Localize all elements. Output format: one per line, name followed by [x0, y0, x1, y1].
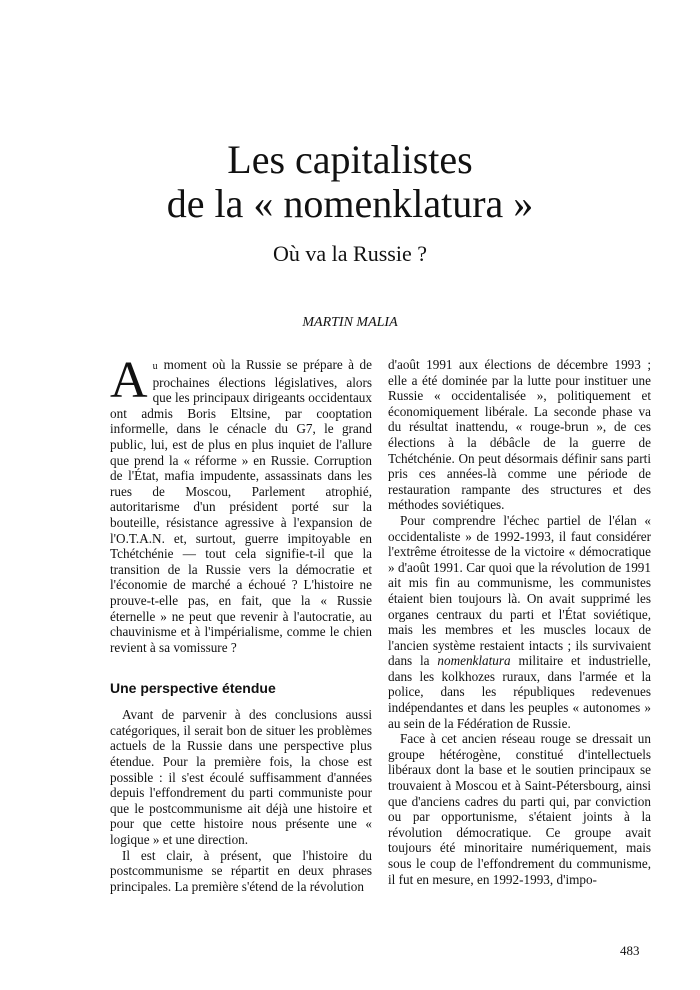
italic-term: nomenklatura	[437, 653, 511, 669]
author-name: MARTIN MALIA	[302, 315, 398, 330]
body-paragraph: Face à cet ancien réseau rouge se dressait un groupe hétérogène, constitué d'intellectuels libéraux dont la base et le soutien principaux se trouvaient à Moscou et à Saint-Pétersbourg, ainsi que d'anciens cadres du parti qui, par conviction ou par opportunisme, s'étaient joints à la révolution démocratique. Ce groupe avait toujours été minoritaire numériquement, mais sous le coup de l'effondrement du communisme, il fut en mesure, en 1992-1993, d'impo-	[388, 731, 651, 887]
left-column	[110, 352, 372, 894]
section-heading: Une perspective étendue	[110, 680, 276, 697]
paragraph-text: militaire et industrielle, dans les kolkhozes ruraux, dans l'armée et la police, dans les républiques redevenues indépendantes et dans les peuples « autonomes » au sein de la Fédération de Russie.	[388, 653, 651, 731]
body-paragraph	[388, 513, 651, 731]
paragraph-text: Pour comprendre l'échec partiel de l'élan « occidentaliste » de 1992-1993, il faut considérer l'extrême étroitesse de la victoire « démocratique » d'août 1991. Car quoi que la révolution de 1991 ait mis fin au communisme, les communistes étaient bien toujours là. On avait supprimé les organes centraux du parti et l'État soviétique, mais les membres et les muscles locaux de l'ancien système restaient intacts ; ils survivaient dans la	[388, 512, 651, 669]
intro-smallcaps: u	[152, 361, 159, 372]
page-number: 483	[620, 943, 640, 958]
article-title-line2: de la « nomenklatura »	[166, 181, 534, 226]
body-paragraph: d'août 1991 aux élections de décembre 1993 ; elle a été dominée par la lutte pour instituer une Russie « occidentalisée », politiquement et économiquement libérale. La seconde phase va du résultat inattendu, « rouge-brun », de ces élections à la débâcle de la guerre de Tchétchénie. On peut désormais définir sans parti pris ces années-là comme une période de restauration rampante des structures et des méthodes soviétiques.	[388, 357, 651, 513]
intro-text: moment où la Russie se prépare à de prochaines élections législatives, alors que les principaux dirigeants occidentaux ont admis Boris Eltsine, par cooptation informelle, dans le cénacle du G7, le grand public, lui, est de plus en plus inquiet de l'allure que prend la « réforme » en Russie. Corruption de l'État, mafia impudente, assassinats dans les rues de Moscou, Parlement atrophié, autoritarisme d'un président porté sur la bouteille, résistance agressive à l'expansion de l'O.T.A.N. et, surtout, guerre impitoyable en Tchétchénie — tout cela signifie-t-il que la transition de la Russie vers la démocratie et l'économie de marché a échoué ? L'histoire ne prouve-t-elle pas, en fait, que la « Russie éternelle » ne peut que revenir à l'autocratie, au chauvinisme et à l'impérialisme, comme le chien revient à sa vomissure ?	[110, 357, 372, 655]
right-column	[388, 357, 651, 887]
article-title-line1: Les capitalistes	[227, 137, 473, 182]
article-subtitle: Où va la Russie ?	[273, 241, 427, 266]
drop-cap: A	[110, 352, 148, 409]
body-paragraph: Avant de parvenir à des conclusions aussi catégoriques, il serait bon de situer les problèmes actuels de la Russie dans une perspective plus étendue. Pour la première fois, la chose est possible : il s'est écoulé suffisamment d'années depuis l'effondrement du parti communiste pour que le postcommunisme ait déjà une histoire et pour que cette histoire nous présente une « logique » et une direction.	[110, 707, 372, 848]
body-paragraph: Il est clair, à présent, que l'histoire du postcommunisme se répartit en deux phrases principales. La première s'étend de la révolution	[110, 847, 372, 894]
intro-paragraph	[110, 352, 372, 655]
